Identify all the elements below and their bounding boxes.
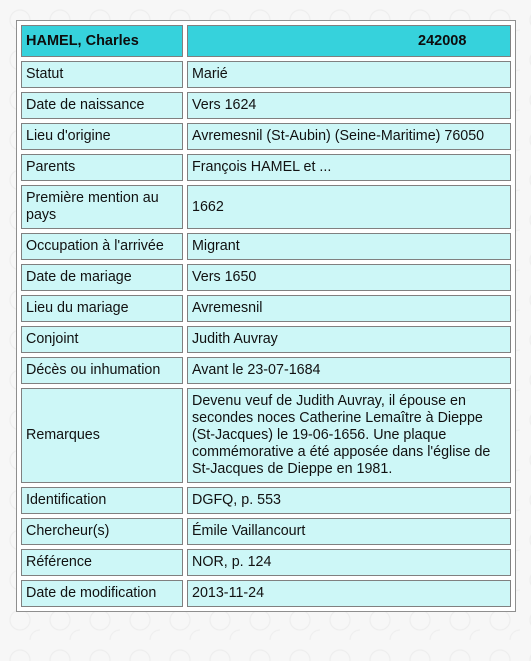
field-label: Chercheur(s) <box>21 518 183 545</box>
record-id: 242008 <box>187 25 511 57</box>
field-label: Décès ou inhumation <box>21 357 183 384</box>
field-label: Statut <box>21 61 183 88</box>
field-label: Remarques <box>21 388 183 483</box>
field-value: Marié <box>187 61 511 88</box>
field-value: Avremesnil <box>187 295 511 322</box>
field-value: Vers 1650 <box>187 264 511 291</box>
row-chercheurs <box>21 518 511 545</box>
field-label: Lieu du mariage <box>21 295 183 322</box>
row-premiere-mention <box>21 185 511 229</box>
row-deces <box>21 357 511 384</box>
field-value: Vers 1624 <box>187 92 511 119</box>
field-value: 1662 <box>187 185 511 229</box>
field-label: Lieu d'origine <box>21 123 183 150</box>
field-value: NOR, p. 124 <box>187 549 511 576</box>
row-remarques <box>21 388 511 483</box>
field-value: Avant le 23-07-1684 <box>187 357 511 384</box>
row-date-mariage <box>21 264 511 291</box>
field-label: Date de naissance <box>21 92 183 119</box>
field-value: François HAMEL et ... <box>187 154 511 181</box>
field-label: Parents <box>21 154 183 181</box>
field-value: Devenu veuf de Judith Auvray, il épouse en secondes noces Catherine Lemaître à Dieppe (St-Jacques) le 19-06-1656. Une plaque commémorative a été apposée dans l'église de St-Jacques de Dieppe en 1981. <box>187 388 511 483</box>
field-label: Référence <box>21 549 183 576</box>
field-value: 2013-11-24 <box>187 580 511 607</box>
row-conjoint <box>21 326 511 353</box>
row-identification <box>21 487 511 514</box>
field-label: Occupation à l'arrivée <box>21 233 183 260</box>
field-value: Émile Vaillancourt <box>187 518 511 545</box>
field-label: Conjoint <box>21 326 183 353</box>
record-table <box>16 20 516 612</box>
field-label: Identification <box>21 487 183 514</box>
row-reference <box>21 549 511 576</box>
row-lieu-origine <box>21 123 511 150</box>
row-lieu-mariage <box>21 295 511 322</box>
record-header <box>21 25 511 57</box>
field-value: Judith Auvray <box>187 326 511 353</box>
row-date-naissance <box>21 92 511 119</box>
field-value: Migrant <box>187 233 511 260</box>
field-label: Première mention au pays <box>21 185 183 229</box>
person-name: HAMEL, Charles <box>21 25 183 57</box>
row-statut <box>21 61 511 88</box>
row-occupation <box>21 233 511 260</box>
field-label: Date de modification <box>21 580 183 607</box>
row-date-modification <box>21 580 511 607</box>
field-label: Date de mariage <box>21 264 183 291</box>
row-parents <box>21 154 511 181</box>
field-value: DGFQ, p. 553 <box>187 487 511 514</box>
field-value: Avremesnil (St-Aubin) (Seine-Maritime) 76050 <box>187 123 511 150</box>
